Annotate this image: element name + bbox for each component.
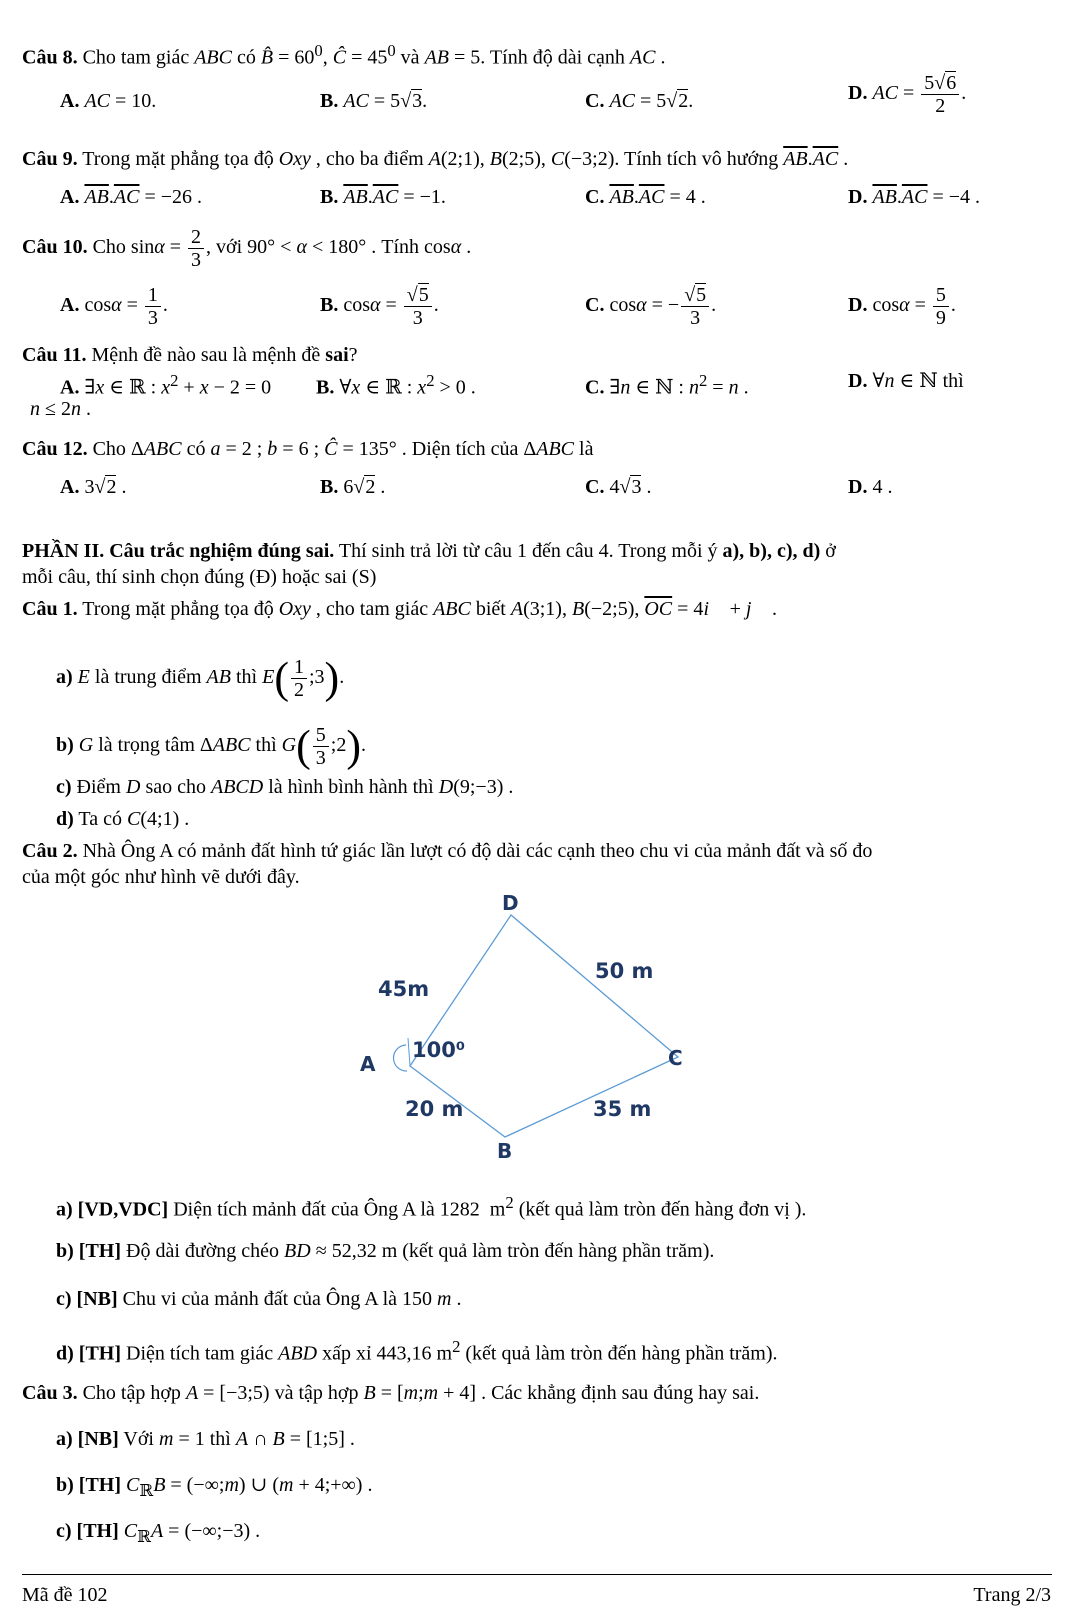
p2-item-d[interactable]: d) [TH] Diện tích tam giác ABD xấp xỉ 443,16 $m^2$ (kết quả làm tròn đến hàng phần trăm). bbox=[56, 1337, 778, 1365]
p2-item-b[interactable]: b) [TH] Độ dài đường chéo BD ≈ 52,32 m (kết quả làm tròn đến hàng phần trăm). bbox=[56, 1240, 715, 1262]
q8-option-c[interactable]: C. AC = 5√2. bbox=[585, 90, 694, 112]
q9-option-b[interactable]: B. $\overline{AB}.\overline{AC} = -1$. bbox=[320, 186, 446, 208]
p1-item-c[interactable]: c) Điểm D sao cho ABCD là hình bình hành thì D(9;−3) . bbox=[56, 776, 514, 798]
q8-option-b[interactable]: B. AC = 5√3. bbox=[320, 90, 428, 112]
p2-question-cont: của một góc như hình vẽ dưới đây. bbox=[22, 866, 300, 888]
question-8: Câu 8. Cho tam giác ABC có B̂ = $60^0$, Ĉ = $45^0$ và AB = 5. Tính độ dài cạnh AC . bbox=[22, 41, 666, 69]
q8-option-a[interactable]: A. AC = 10. bbox=[60, 90, 157, 112]
question-11: Câu 11. Mệnh đề nào sau là mệnh đề sai? bbox=[22, 344, 358, 366]
p3-item-c[interactable]: c) [TH] $C_ℝA$ = (−∞;−3) . bbox=[56, 1520, 261, 1546]
question-9: Câu 9. Trong mặt phẳng tọa độ Oxy , cho ba điểm A(2;1), B(2;5), C(−3;2). Tính tích vô hướng $\overline{AB}.\overline{AC}$ . bbox=[22, 148, 849, 170]
p3-question: Câu 3. Cho tập hợp A = [−3;5) và tập hợp B = [m;m + 4] . Các khẳng định sau đúng hay sai. bbox=[22, 1382, 760, 1404]
question-10: Câu 10. Cho sinα = $\frac{2}{3}$ , với 90° < α < 180° . Tính cosα . bbox=[22, 226, 472, 271]
side-BC-label: 35 m bbox=[593, 1097, 652, 1121]
q11-option-d-cont: n ≤ 2n . bbox=[30, 398, 91, 420]
part2-heading-cont: mỗi câu, thí sinh chọn đúng (Đ) hoặc sai (S) bbox=[22, 566, 377, 588]
angle-arc-2 bbox=[408, 1038, 410, 1066]
quadrilateral-diagram bbox=[340, 890, 740, 1180]
p2-question: Câu 2. Nhà Ông A có mảnh đất hình tứ giác lần lượt có độ dài các cạnh theo chu vi của mảnh đất và số đo bbox=[22, 840, 873, 862]
q9-option-c[interactable]: C. $\overline{AB}.\overline{AC} = 4$ . bbox=[585, 186, 706, 208]
q12-option-a[interactable]: A. 3√2 . bbox=[60, 476, 127, 498]
q10-option-c[interactable]: C. cosα = − $\frac{√5}{3}$ . bbox=[585, 284, 717, 329]
q12-option-c[interactable]: C. 4√3 . bbox=[585, 476, 652, 498]
q12-option-d[interactable]: D. 4 . bbox=[848, 476, 893, 498]
q11-option-a[interactable]: A. ∃x ∈ ℝ : $x^2 + x - 2 = 0$ bbox=[60, 371, 272, 399]
side-AD-label: 45m bbox=[378, 977, 430, 1001]
question-12: Câu 12. Cho ΔABC có a = 2 ; b = 6 ; Ĉ = 135° . Diện tích của ΔABC là bbox=[22, 438, 594, 460]
q11-option-c[interactable]: C. ∃n ∈ ℕ : $n^2 = n$ . bbox=[585, 371, 749, 399]
page-number: Trang 2/3 bbox=[973, 1584, 1051, 1606]
vertex-C: C bbox=[668, 1046, 683, 1070]
q11-option-d[interactable]: D. ∀n ∈ ℕ thì bbox=[848, 370, 964, 392]
q8-option-d[interactable]: D. AC = $\frac{5√6}{2}$ . bbox=[848, 72, 967, 117]
vertex-A: A bbox=[360, 1052, 376, 1076]
p2-item-a[interactable]: a) [VD,VDC] Diện tích mảnh đất của Ông A là 1282 $m^2$ (kết quả làm tròn đến hàng đơn vị ). bbox=[56, 1193, 807, 1221]
q9-option-a[interactable]: A. $\overline{AB}.\overline{AC} = -26$ . bbox=[60, 186, 203, 208]
side-DC-label: 50 m bbox=[595, 959, 654, 983]
part2-heading: PHẦN II. Câu trắc nghiệm đúng sai. Thí sinh trả lời từ câu 1 đến câu 4. Trong mỗi ý a), b), c), d) ở bbox=[22, 540, 836, 562]
p3-item-b[interactable]: b) [TH] $C_ℝB$ = (−∞;m) ∪ (m + 4;+∞) . bbox=[56, 1474, 373, 1500]
footer-rule bbox=[22, 1574, 1052, 1575]
q10-option-a[interactable]: A. cosα = $\frac{1}{3}$ . bbox=[60, 284, 168, 329]
q12-option-b[interactable]: B. 6√2 . bbox=[320, 476, 386, 498]
angle-label: 100⁰ bbox=[412, 1038, 466, 1062]
q9-option-d[interactable]: D. $\overline{AB}.\overline{AC} = -4$ . bbox=[848, 186, 981, 208]
p3-item-a[interactable]: a) [NB] Với m = 1 thì A ∩ B = [1;5] . bbox=[56, 1428, 355, 1450]
side-AB-label: 20 m bbox=[405, 1097, 464, 1121]
p1-item-b[interactable]: b) G là trọng tâm ΔABC thì G( $\frac{5}{3}$ ;2). bbox=[56, 721, 366, 771]
p1-item-a[interactable]: a) E là trung điểm AB thì E( $\frac{1}{2}$ ;3). bbox=[56, 653, 345, 703]
exam-code: Mã đề 102 bbox=[22, 1584, 108, 1606]
p1-question: Câu 1. Trong mặt phẳng tọa độ Oxy , cho tam giác ABC biết A(3;1), B(−2;5), $\overline{OC}$ = 4i⃗ + j⃗ . bbox=[22, 598, 777, 620]
q10-option-d[interactable]: D. cosα = $\frac{5}{9}$ . bbox=[848, 284, 956, 329]
q11-option-b[interactable]: B. ∀x ∈ ℝ : $x^2 > 0$ . bbox=[316, 371, 476, 399]
p1-item-d[interactable]: d) Ta có C(4;1) . bbox=[56, 808, 190, 830]
vertex-D: D bbox=[502, 891, 519, 915]
question-label: Câu 8. bbox=[22, 46, 78, 69]
angle-arc bbox=[394, 1045, 407, 1071]
q10-option-b[interactable]: B. cosα = $\frac{√5}{3}$ . bbox=[320, 284, 439, 329]
p2-item-c[interactable]: c) [NB] Chu vi của mảnh đất của Ông A là 150 m . bbox=[56, 1288, 462, 1310]
vertex-B: B bbox=[497, 1139, 513, 1163]
